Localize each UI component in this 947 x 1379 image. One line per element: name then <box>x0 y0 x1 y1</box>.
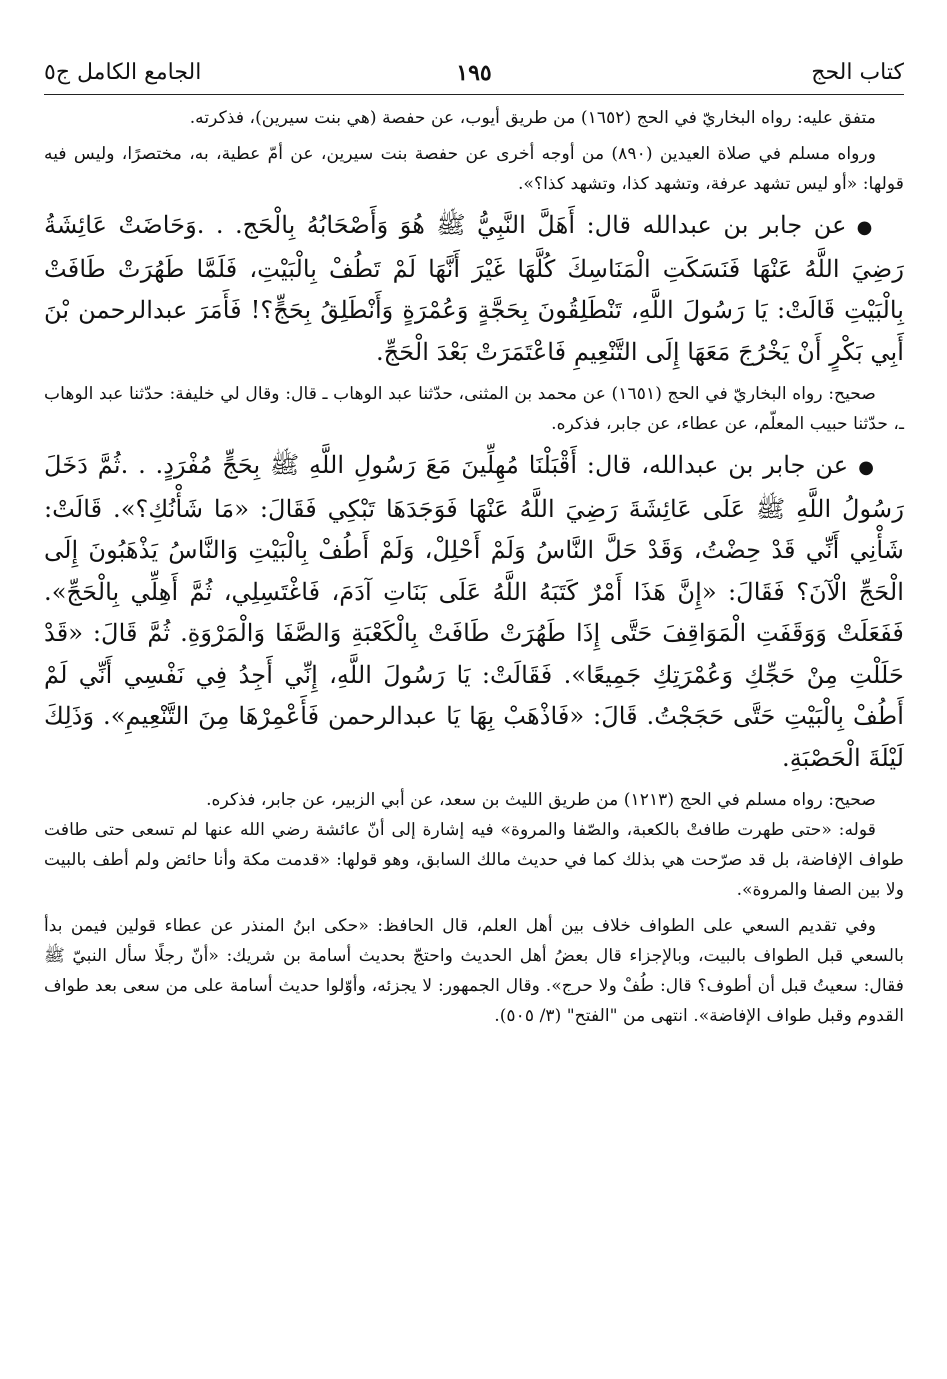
hadith-paragraph <box>44 445 904 779</box>
hadith-paragraph <box>44 205 904 373</box>
takhrij-paragraph: صحيح: رواه مسلم في الحج (١٢١٣) من طريق الليث بن سعد، عن أبي الزبير، عن جابر، فذكره. <box>206 790 876 810</box>
takhrij-paragraph: ورواه مسلم في صلاة العيدين (٨٩٠) من أوجه أخرى عن حفصة بنت سيرين، عن أمّ عطية، به، مختصرًا، وليس فيه قولها: «أو ليس تشهد عرفة، وتشهد كذا، وتشهد كذا؟». <box>44 144 904 194</box>
commentary-paragraph: قوله: «حتى طهرت طافتْ بالكعبة، والصّفا والمروة» فيه إشارة إلى أنّ عائشة رضي الله عنها لم تسعى حتى طافت طواف الإفاضة، بل قد صرّحت هي بذلك كما في حديث مالك السابق، وهو قولها: «قدمت مكة وأنا حائض ولم أطف بالبيت ولا بين الصفا والمروة». <box>44 820 904 900</box>
running-header <box>44 52 904 95</box>
takhrij-paragraph: صحيح: رواه البخاريّ في الحج (١٦٥١) عن محمد بن المثنى، حدّثنا عبد الوهاب ـ قال: وقال لي خليفة: حدّثنا عبد الوهاب ـ، حدّثنا حبيب المعلّم، عن عطاء، عن جابر، فذكره. <box>44 384 904 434</box>
bullet-icon: ● <box>858 457 876 478</box>
hadith-text: عن جابر بن عبدالله قال: أَهَلَّ النَّبِيُّ ﷺ هُوَ وَأَصْحَابُهُ بِالْحَج. . .وَحَاضَتْ عَائِشَةُ رَضِيَ اللَّهُ عَنْهَا فَنَسَكَتِ الْمَنَاسِكَ كُلَّهَا غَيْرَ أَنَّهَا لَمْ تَطُفْ بِالْبَيْتِ، فَلَمَّا طَهُرَتْ طَافَتْ بِالْبَيْتِ قَالَتْ: يَا رَسُولَ اللَّهِ، تَنْطَلِقُونَ بِحَجَّةٍ وَعُمْرَةٍ وَأَنْطَلِقُ بِحَجٍّ؟! فَأَمَرَ عبدالرحمن بْنَ أَبِي بَكْرٍ أَنْ يَخْرُجَ مَعَهَا إِلَى التَّنْعِيمِ فَاعْتَمَرَتْ بَعْدَ الْحَجِّ. <box>44 211 904 366</box>
bullet-icon: ● <box>856 217 876 238</box>
takhrij-paragraph: متفق عليه: رواه البخاريّ في الحج (١٦٥٢) من طريق أيوب، عن حفصة (هي بنت سيرين)، فذكرته. <box>189 108 876 128</box>
page-number: ١٩٥ <box>456 60 492 86</box>
book-page <box>44 52 904 1031</box>
header-volume-title: الجامع الكامل ج٥ <box>44 60 202 85</box>
header-book-title: كتاب الحج <box>811 60 904 85</box>
hadith-text: عن جابر بن عبدالله، قال: أَقْبَلْنَا مُهِلِّينَ مَعَ رَسُولِ اللَّهِ ﷺ بِحَجٍّ مُفْرَدٍ. . .ثُمَّ دَخَلَ رَسُولُ اللَّهِ ﷺ عَلَى عَائِشَةَ رَضِيَ اللَّهُ عَنْهَا فَوَجَدَهَا تَبْكِي فَقَالَ: «مَا شَأْنُكِ؟». قَالَتْ: شَأْنِي أَنِّي قَدْ حِضْتُ، وَقَدْ حَلَّ النَّاسُ وَلَمْ أَحْلِلْ، وَلَمْ أَطُفْ بِالْبَيْتِ وَالنَّاسُ يَذْهَبُونَ إِلَى الْحَجِّ الْآنَ؟ فَقَالَ: «إِنَّ هَذَا أَمْرٌ كَتَبَهُ اللَّهُ عَلَى بَنَاتِ آدَمَ، فَاغْتَسِلِي، ثُمَّ أَهِلِّي بِالْحَجِّ». فَفَعَلَتْ وَوَقَفَتِ الْمَوَاقِفَ حَتَّى إِذَا طَهُرَتْ طَافَتْ بِالْكَعْبَةِ وَالصَّفَا وَالْمَرْوَةِ. ثُمَّ قَالَ: «قَدْ حَلَلْتِ مِنْ حَجِّكِ وَعُمْرَتِكِ جَمِيعًا». فَقَالَتْ: يَا رَسُولَ اللَّهِ، إِنِّي أَجِدُ فِي نَفْسِي أَنِّي لَمْ أَطُفْ بِالْبَيْتِ حَتَّى حَجَجْتُ. قَالَ: «فَاذْهَبْ بِهَا يَا عبدالرحمن فَأَعْمِرْهَا مِنَ التَّنْعِيمِ». وَذَلِكَ لَيْلَةَ الْحَصْبَةِ. <box>44 451 904 772</box>
commentary-paragraph: وفي تقديم السعي على الطواف خلاف بين أهل العلم، قال الحافظ: «حكى ابنُ المنذر عن عطاء قولين فيمن بدأ بالسعي قبل الطواف بالبيت، وبالإجزاء قال بعضُ أهل الحديث واحتجّ بحديث أسامة بن شريك: «أنّ رجلًا سأل النبيّ ﷺ فقال: سعيتُ قبل أن أطوف؟ قال: طُفْ ولا حرج». وقال الجمهور: لا يجزئه، وأوّلوا حديث أسامة على من سعى بعد طواف القدوم وقبل طواف الإفاضة». انتهى من "الفتح" (٣/ ٥٠٥). <box>44 916 904 1026</box>
